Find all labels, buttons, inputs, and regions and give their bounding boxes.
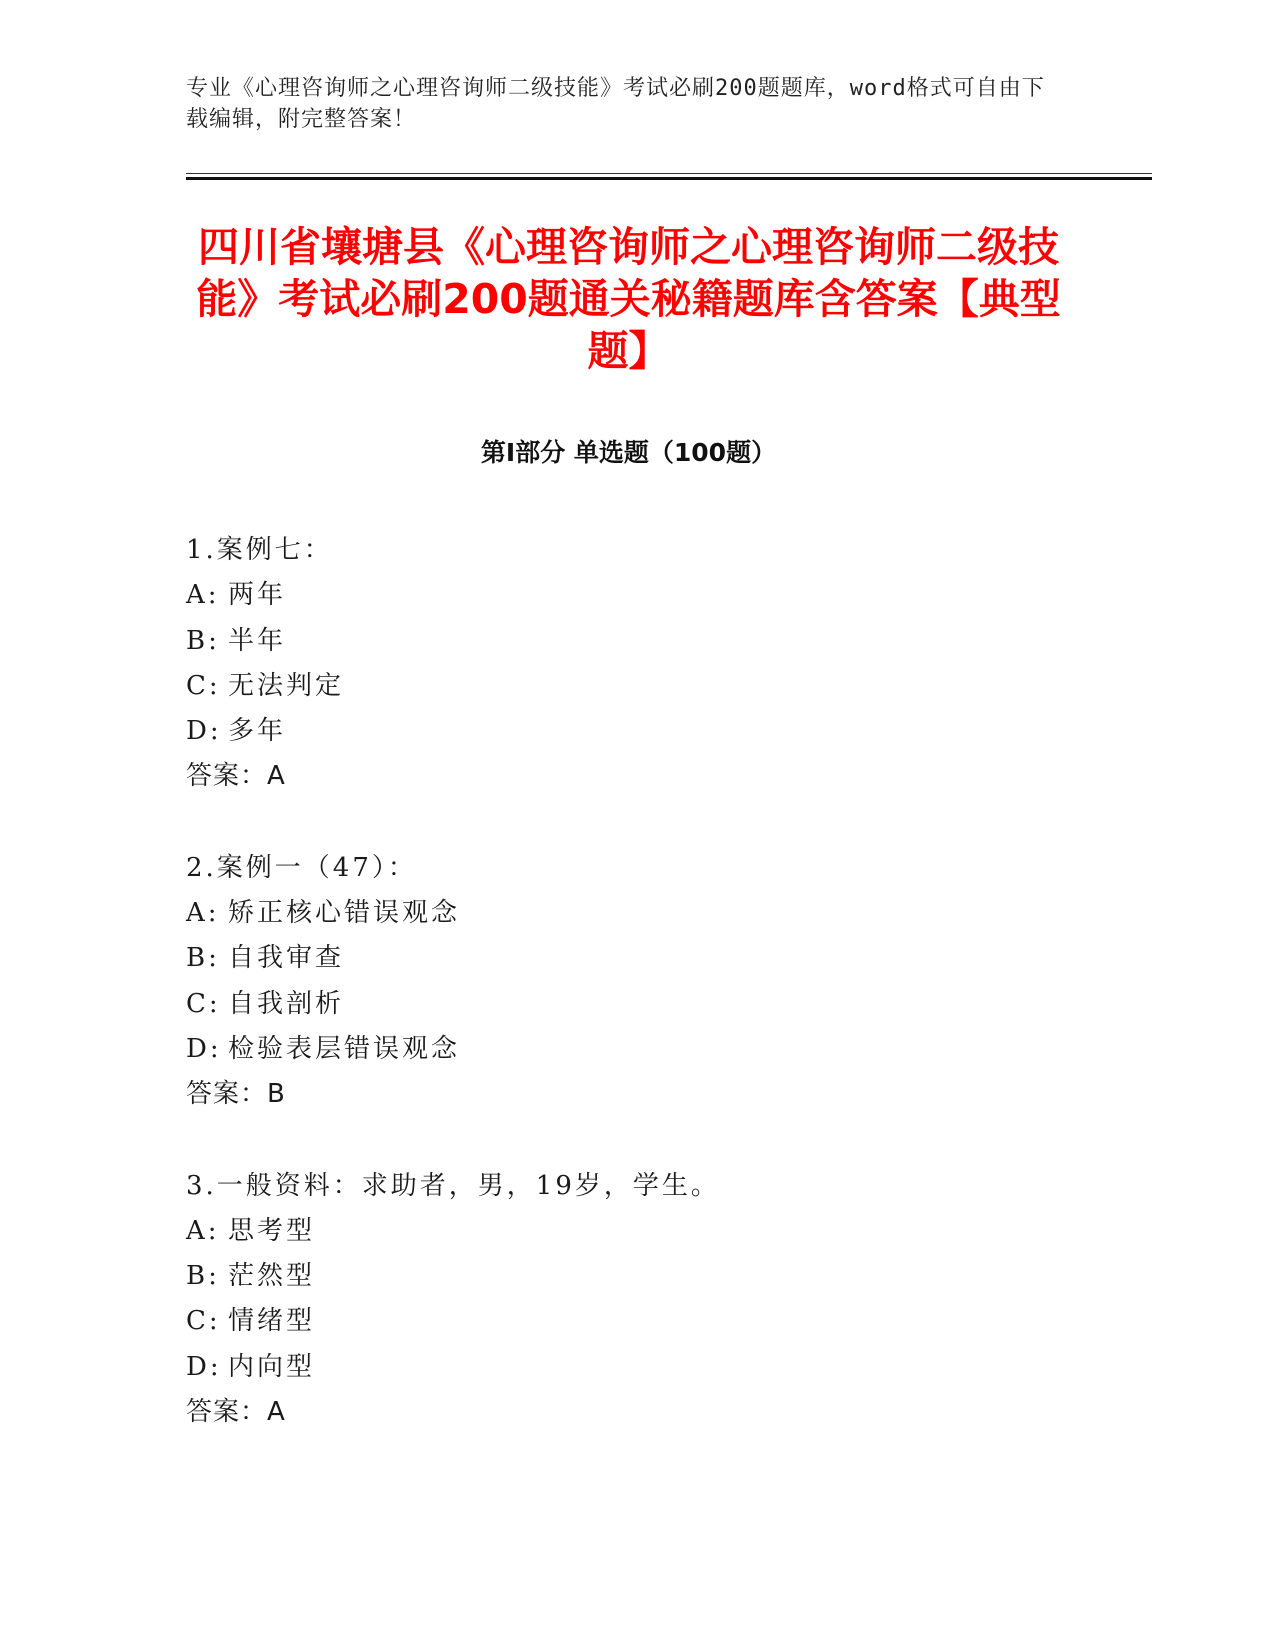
option-text: 情绪型 xyxy=(228,1306,316,1337)
question-list xyxy=(186,528,1086,1481)
option-letter: B: xyxy=(186,1261,220,1292)
option-a xyxy=(186,891,1086,936)
option-b xyxy=(186,619,1086,664)
option-text: 半年 xyxy=(228,625,287,656)
option-d xyxy=(186,709,1086,754)
header-divider-thick xyxy=(186,177,1152,180)
answer-line: 答案：A xyxy=(186,1397,286,1428)
intro-text: 专业《心理咨询师之心理咨询师二级技能》考试必刷200题题库，word格式可自由下载编辑，附完整答案！ xyxy=(186,76,1045,132)
section-heading: 第I部分 单选题（100题） xyxy=(480,438,777,467)
option-text: 茫然型 xyxy=(228,1261,316,1292)
question-item xyxy=(186,1164,1086,1436)
option-letter: D: xyxy=(186,1351,222,1382)
option-letter: C: xyxy=(186,1306,221,1337)
option-text: 两年 xyxy=(228,580,287,611)
answer-line: 答案：A xyxy=(186,761,286,792)
option-letter: C: xyxy=(186,988,221,1019)
question-stem: 2.案例一（47）： xyxy=(186,852,417,883)
option-letter: A: xyxy=(186,898,220,929)
option-b xyxy=(186,936,1086,981)
option-text: 自我审查 xyxy=(228,943,345,974)
option-text: 思考型 xyxy=(228,1215,316,1246)
option-text: 无法判定 xyxy=(228,670,345,701)
option-text: 矫正核心错误观念 xyxy=(228,898,461,929)
option-c xyxy=(186,982,1086,1027)
question-stem: 3.一般资料：求助者，男，19岁，学生。 xyxy=(186,1170,720,1201)
question-item xyxy=(186,528,1086,800)
option-c xyxy=(186,664,1086,709)
option-a xyxy=(186,1209,1086,1254)
option-letter: B: xyxy=(186,943,220,974)
option-text: 多年 xyxy=(228,716,287,747)
option-d xyxy=(186,1345,1086,1390)
option-b xyxy=(186,1254,1086,1299)
option-letter: B: xyxy=(186,625,220,656)
option-c xyxy=(186,1299,1086,1344)
question-stem: 1.案例七： xyxy=(186,535,333,565)
option-letter: D: xyxy=(186,716,222,747)
document-title: 四川省壤塘县《心理咨询师之心理咨询师二级技能》考试必刷200题通关秘籍题库含答案【典型题】 xyxy=(196,223,1061,375)
option-d xyxy=(186,1027,1086,1072)
answer-line: 答案：B xyxy=(186,1079,286,1110)
question-item xyxy=(186,846,1086,1118)
option-letter: D: xyxy=(186,1033,222,1064)
option-letter: A: xyxy=(186,580,220,611)
option-text: 检验表层错误观念 xyxy=(228,1033,461,1064)
header-divider-thin xyxy=(186,173,1152,174)
option-a xyxy=(186,573,1086,618)
option-text: 自我剖析 xyxy=(228,988,345,1019)
option-letter: C: xyxy=(186,670,221,701)
option-text: 内向型 xyxy=(228,1351,316,1382)
option-letter: A: xyxy=(186,1215,220,1246)
